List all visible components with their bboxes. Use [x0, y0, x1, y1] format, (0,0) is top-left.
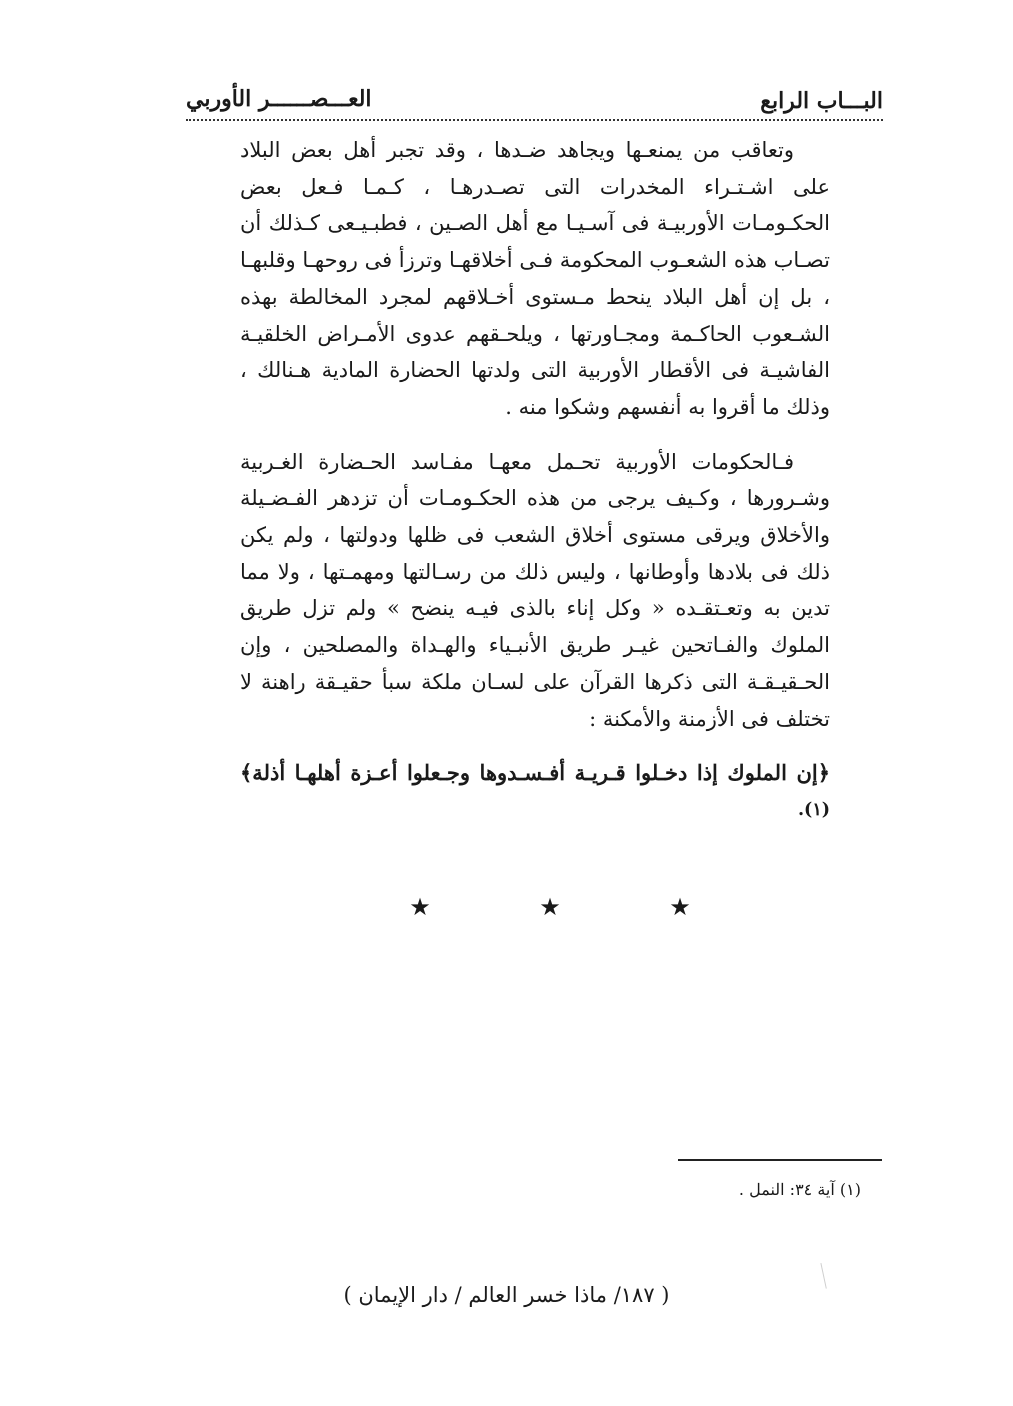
paragraph: فـالحكومات الأوربية تحـمل معهـا مفـاسد الحـضارة الغـربية وشـرورها ، وكـيف يرجى من هذه الحكـومـات أن تزدهر الفـضـيلة والأخلاق ويرقى مستوى أخلاق الشعب فى ظلها ودولتها ، ولم يكن ذلك فى بلادها وأوطانها ، وليس ذلك من رسـالتها ومهمـتها ، ولا مما تدين به وتعـتقـده « وكل إناء بالذى فيـه ينضح » ولم تزل طريق الملوك والفـاتحين غيـر طريق الأنبـياء والهـداة والمصلحين ، وإن الحـقيـقـة التى ذكرها القرآن على لسـان ملكة سبأ حقيـقة راهنة لا تختلف فى الأزمنة والأمكنة : [240, 449, 830, 731]
quran-verse [240, 755, 830, 834]
footnote-marker: (١). [797, 799, 830, 820]
running-title: العـــصــــــر الأوربي [186, 86, 372, 112]
paragraph: وتعاقب من يمنعـها ويجاهد ضـدها ، وقد تجبر أهل بعض البلاد على اشـتـراء المخدرات التى تصـدرهـا ، كـمـا فـعل بعض الحكـومـات الأوربيـة فى آسـيـا مع أهل الصـين ، فطبـيـعى كـذلك أن تصـاب هذه الشعـوب المحكومة فـى أخلاقهـا وترزأ فى روحهـا وقلبهـا ، بل إن أهل البلاد ينحط مـستوى أخـلاقهم لمجرد المخالطة بهذه الشـعوب الحاكـمة ومجـاورتها ، ويلحـقهم عدوى الأمـراض الخلقيـة الفاشيـة فى الأقطار الأوربية التى ولدتها الحضارة المادية هـنالك ، وذلك ما أقروا به أنفسهم وشكوا منه . [240, 138, 830, 419]
verse-text: ﴿إن الملوك إذا دخـلوا قـريـة أفـسـدوها وجـعلوا أعـزة أهلهـا أذلة﴾ [240, 760, 830, 786]
section-separator [400, 893, 700, 933]
page-footer: ( ١٨٧/ ماذا خسر العالم / دار الإيمان ) [343, 1283, 670, 1307]
footnote-rule [678, 1159, 882, 1161]
star-icon: ★ [409, 893, 431, 921]
running-header [186, 82, 883, 122]
star-icon: ★ [539, 893, 561, 921]
chapter-title: البـــاب الرابع [760, 88, 883, 114]
main-text [240, 132, 830, 853]
footnote: (١) آية ٣٤: النمل . [738, 1180, 861, 1199]
header-rule [186, 119, 883, 121]
star-icon: ★ [669, 893, 691, 921]
